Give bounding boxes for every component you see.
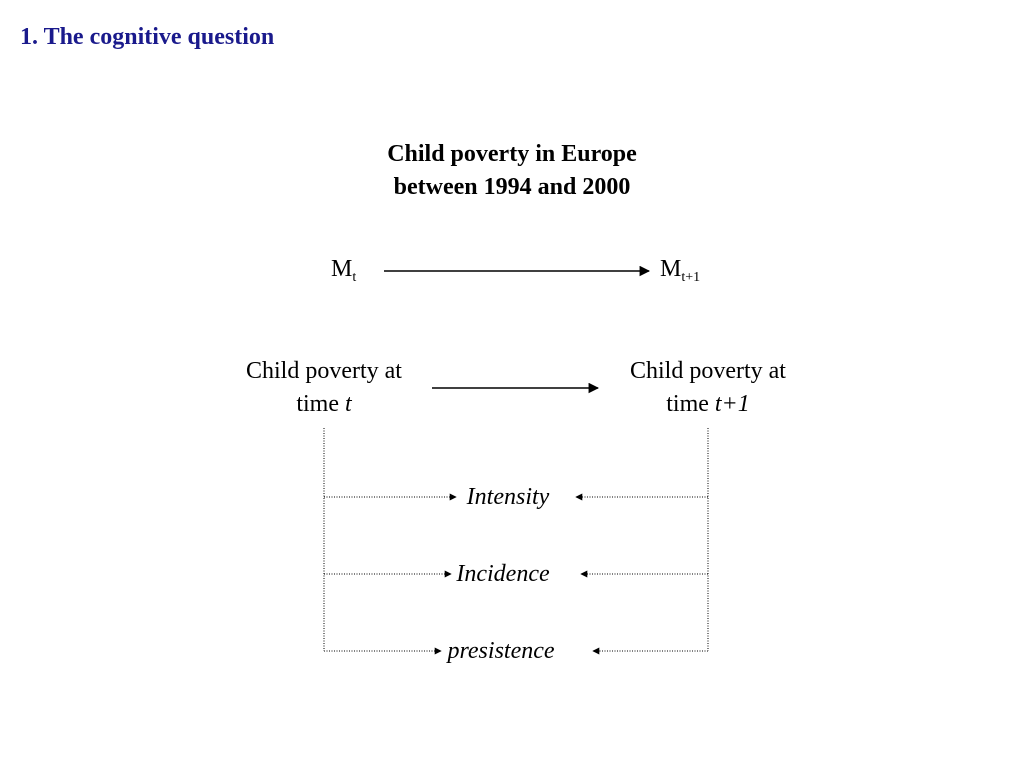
slide-title: 1. The cognitive question (20, 24, 275, 50)
diagram-title-line-2: between 1994 and 2000 (393, 174, 631, 200)
diagram-title-line-1: Child poverty in Europe (387, 141, 637, 167)
outcome-incidence: Incidence (456, 561, 550, 587)
state-right-line-1: Child poverty at (630, 358, 786, 384)
model-left-subscript: t (352, 270, 357, 285)
outcome-persistence: presistence (447, 638, 555, 664)
model-right-subscript: t+1 (681, 270, 701, 285)
state-right-time-variable: t+1 (714, 391, 750, 417)
model-left-base: M (331, 256, 353, 282)
outcome-intensity: Intensity (466, 484, 550, 510)
model-right-base: M (660, 256, 682, 282)
state-right-time-prefix: time (666, 391, 715, 417)
state-left-time-variable: t (344, 391, 352, 417)
state-left-line-1: Child poverty at (246, 358, 402, 384)
state-left-time-prefix: time (296, 391, 345, 417)
